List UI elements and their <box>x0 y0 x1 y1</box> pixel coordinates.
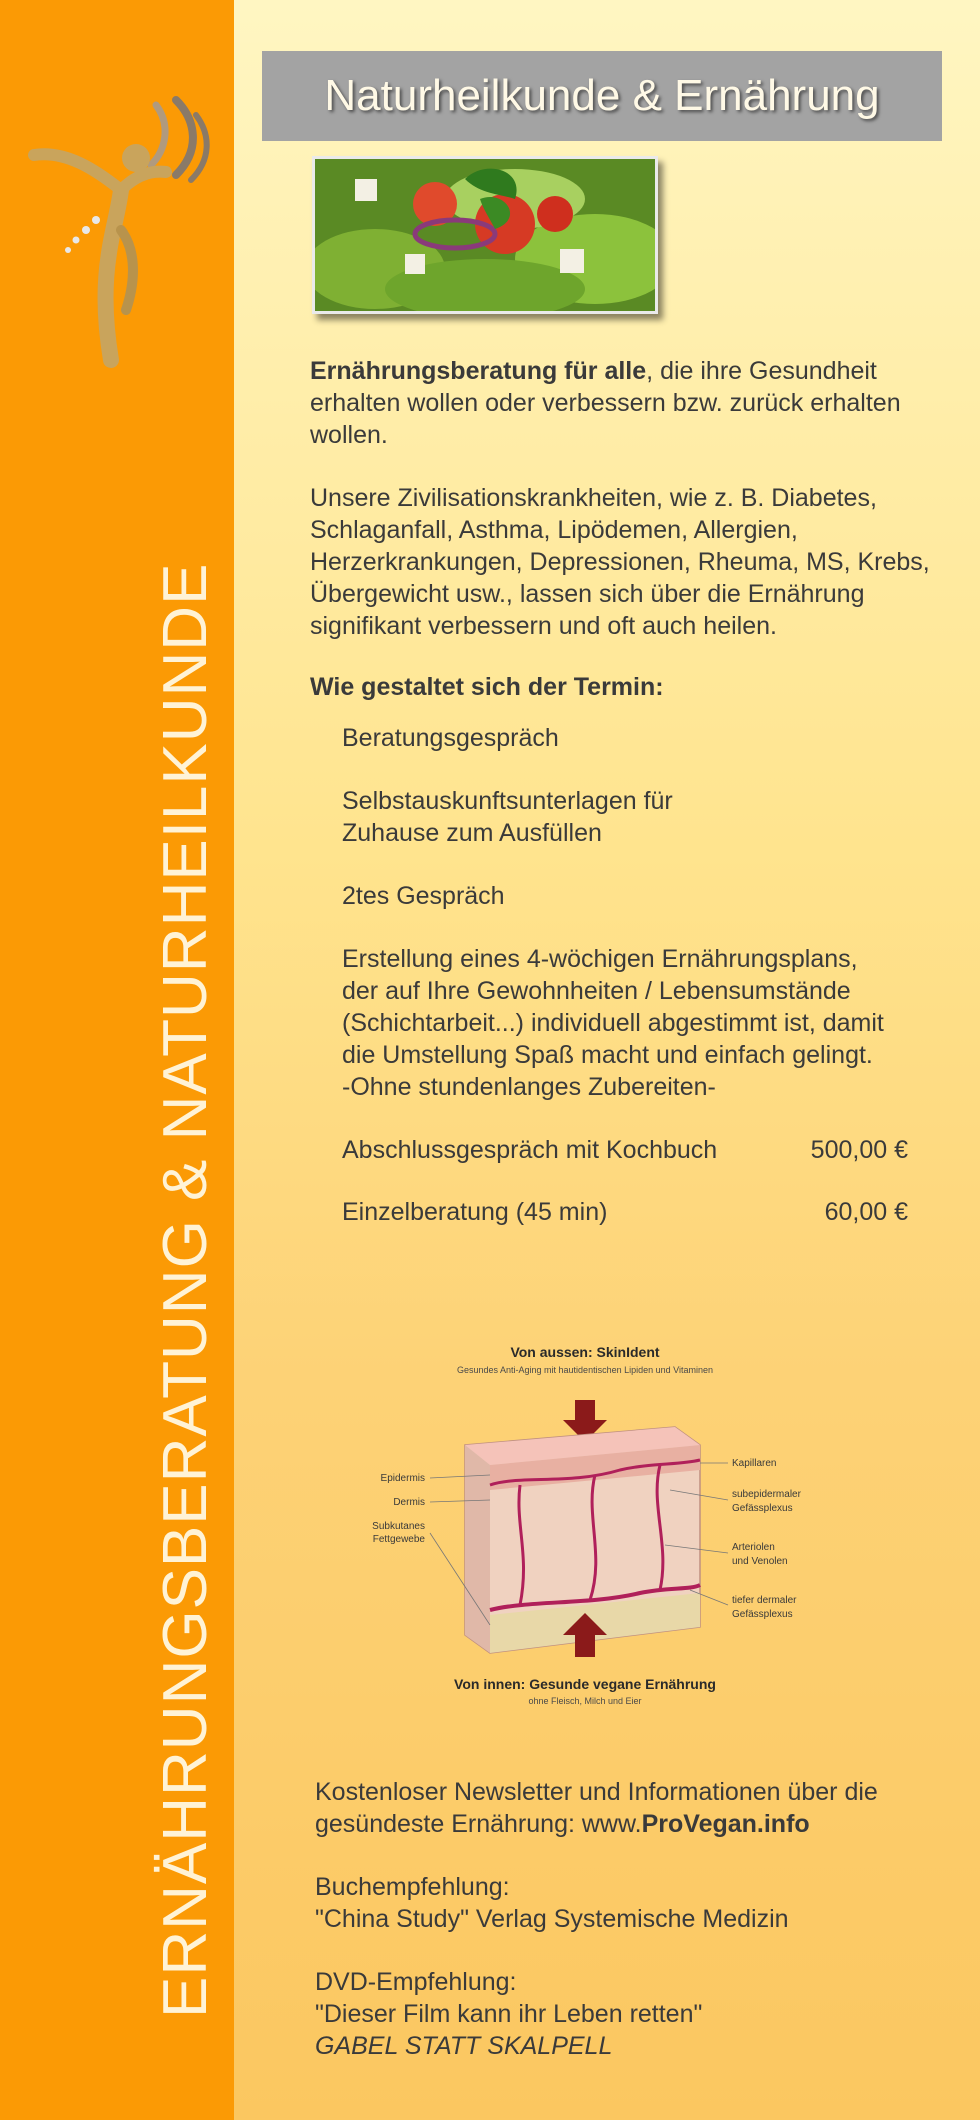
step-self-disclosure: Selbstauskunftsunterlagen für Zuhause zum Ausfüllen <box>342 787 673 847</box>
dvd-title: "Dieser Film kann ihr Leben retten" <box>315 2000 703 2028</box>
page-title: Naturheilkunde & Ernährung <box>324 71 880 120</box>
salad-image <box>315 159 655 311</box>
skin-label: Gefässplexus <box>732 1609 793 1620</box>
appointment-heading: Wie gestaltet sich der Termin: <box>310 673 664 701</box>
main-content <box>310 355 930 1258</box>
dvd-heading: DVD-Empfehlung: <box>315 1968 517 1996</box>
price-value: 500,00 € <box>810 1136 908 1164</box>
step-nutrition-plan: Erstellung eines 4-wöchigen Ernährungsplans, der auf Ihre Gewohnheiten / Lebensumstände (Schichtarbeit...) individuell abgestimmt ist, damit die Umstellung Spaß macht und einfach gelingt. -Ohne stundenlanges Zubereiten- <box>342 945 884 1101</box>
skin-label: Fettgewebe <box>372 1534 425 1545</box>
price-row <box>342 1196 908 1228</box>
intro-lead: Ernährungsberatung für alle <box>310 357 647 385</box>
salad-photo <box>312 156 658 314</box>
price-value: 60,00 € <box>824 1198 908 1226</box>
skin-title: Von aussen: SkinIdent <box>510 1344 660 1360</box>
skin-label: Epidermis <box>380 1473 425 1484</box>
skin-label: Arteriolen <box>732 1542 775 1553</box>
book-heading: Buchempfehlung: <box>315 1873 510 1901</box>
step-second-talk: 2tes Gespräch <box>342 882 505 910</box>
skin-bottom-subtitle: ohne Fleisch, Milch und Eier <box>528 1696 642 1706</box>
newsletter-paragraph <box>315 1776 955 1840</box>
diseases-paragraph: Unsere Zivilisationskrankheiten, wie z. B. Diabetes, Schlaganfall, Asthma, Lipödemen, Allergien, Herzerkrankungen, Depressionen, Rheuma, MS, Krebs, Übergewicht usw., lassen sich über die Ernährung signifikant verbessern und oft auch heilen. <box>310 484 930 640</box>
skin-label: Gefässplexus <box>732 1503 793 1514</box>
intro-paragraph <box>310 355 930 451</box>
step-consultation: Beratungsgespräch <box>342 724 559 752</box>
intro-rest: , die ihre Gesundheit erhalten wollen oder verbessern bzw. zurück erhalten wollen. <box>310 357 901 449</box>
newsletter-link[interactable]: ProVegan.info <box>641 1810 810 1838</box>
skin-label: subepidermaler <box>732 1489 801 1500</box>
dvd-subtitle: GABEL STATT SKALPELL <box>315 2032 613 2060</box>
skin-label: Kapillaren <box>732 1458 777 1469</box>
skin-label: Dermis <box>393 1497 425 1508</box>
price-row <box>342 1134 908 1166</box>
price-label: Abschlussgespräch mit Kochbuch <box>342 1136 718 1164</box>
appointment-steps <box>310 722 930 1228</box>
sidebar <box>0 0 234 2120</box>
logo-dancer-icon <box>26 80 226 370</box>
skin-diagram <box>370 1335 810 1715</box>
skin-bottom-title: Von innen: Gesunde vegane Ernährung <box>454 1676 716 1692</box>
newsletter-text: Kostenloser Newsletter und Informationen über die gesündeste Ernährung: www. <box>315 1778 878 1838</box>
book-recommendation <box>315 1871 955 1935</box>
price-label: Einzelberatung (45 min) <box>342 1198 608 1226</box>
dvd-recommendation <box>315 1966 955 2062</box>
book-title: "China Study" Verlag Systemische Medizin <box>315 1905 789 1933</box>
skin-label: tiefer dermaler <box>732 1595 797 1606</box>
header-bar <box>262 51 942 141</box>
skin-label: und Venolen <box>732 1556 788 1567</box>
vertical-title: ERNÄHRUNGSBERATUNG & NATURHEILKUNDE <box>151 562 220 2018</box>
skin-label: Subkutanes <box>372 1521 425 1532</box>
footer <box>315 1776 955 2093</box>
skin-subtitle: Gesundes Anti-Aging mit hautidentischen Lipiden und Vitaminen <box>456 1365 714 1375</box>
